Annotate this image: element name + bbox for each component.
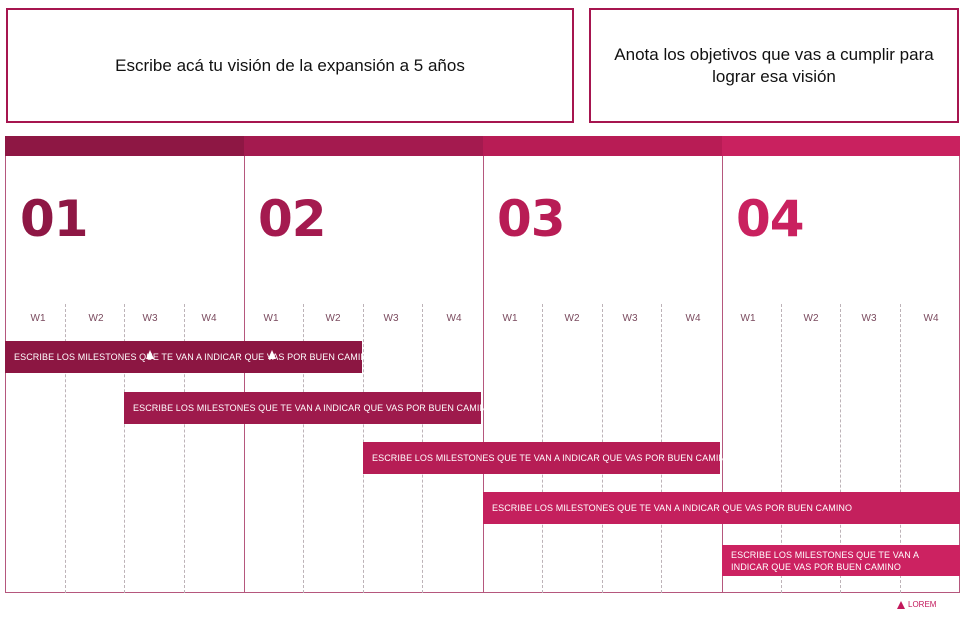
lorem-text: LOREM	[908, 600, 937, 609]
week-label: W1	[30, 313, 46, 324]
milestone-text: ESCRIBE LOS MILESTONES QUE TE VAN A INDICAR QUE VAS POR BUEN CAMINO	[731, 549, 919, 572]
phase-2-header-bar	[244, 136, 483, 156]
cursor-icon	[146, 350, 154, 359]
week-label: W4	[201, 313, 217, 324]
week-label: W3	[861, 313, 877, 324]
phase-1-header-bar	[5, 136, 244, 156]
milestone-text: ESCRIBE LOS MILESTONES QUE TE VAN A INDICAR QUE VAS POR BUEN CAMINO	[492, 503, 853, 513]
milestone-text: ESCRIBE LOS MILESTONES QUE TE VAN A INDICAR QUE VAS POR BUEN CAMINO	[14, 352, 375, 362]
milestone-bar-1[interactable]	[5, 341, 375, 373]
week-label: W1	[740, 313, 756, 324]
week-label: W4	[446, 313, 462, 324]
phase-1-number: 01	[20, 190, 88, 248]
week-label: W3	[622, 313, 638, 324]
week-label: W2	[325, 313, 341, 324]
milestone-text: ESCRIBE LOS MILESTONES QUE TE VAN A INDICAR QUE VAS POR BUEN CAMINO	[133, 403, 494, 413]
objectives-box[interactable]	[589, 8, 959, 123]
vision-text: Escribe acá tu visión de la expansión a 5 años	[115, 55, 465, 75]
week-label: W3	[383, 313, 399, 324]
milestone-bar-4[interactable]	[483, 492, 960, 524]
phase-3-header-bar	[483, 136, 722, 156]
week-label: W4	[685, 313, 701, 324]
vision-box[interactable]	[6, 8, 574, 123]
week-label: W3	[142, 313, 158, 324]
phase-4-header-bar	[722, 136, 960, 156]
week-label: W1	[502, 313, 518, 324]
cursor-icon	[268, 350, 276, 359]
milestone-text: ESCRIBE LOS MILESTONES QUE TE VAN A INDICAR QUE VAS POR BUEN CAMINO	[372, 453, 733, 463]
week-label: W2	[88, 313, 104, 324]
objectives-text: Anota los objetivos que vas a cumplir para lograr esa visión	[614, 44, 934, 86]
milestone-bar-3[interactable]	[363, 442, 733, 474]
phase-4-number: 04	[736, 190, 804, 248]
lorem-label	[897, 600, 936, 609]
week-label: W2	[564, 313, 580, 324]
milestone-bar-2[interactable]	[124, 392, 494, 424]
milestone-bar-5[interactable]	[722, 545, 960, 576]
triangle-icon	[897, 601, 905, 609]
phase-2-number: 02	[258, 190, 326, 248]
week-label: W4	[923, 313, 939, 324]
phase-3-number: 03	[497, 190, 565, 248]
week-label: W1	[263, 313, 279, 324]
week-label: W2	[803, 313, 819, 324]
